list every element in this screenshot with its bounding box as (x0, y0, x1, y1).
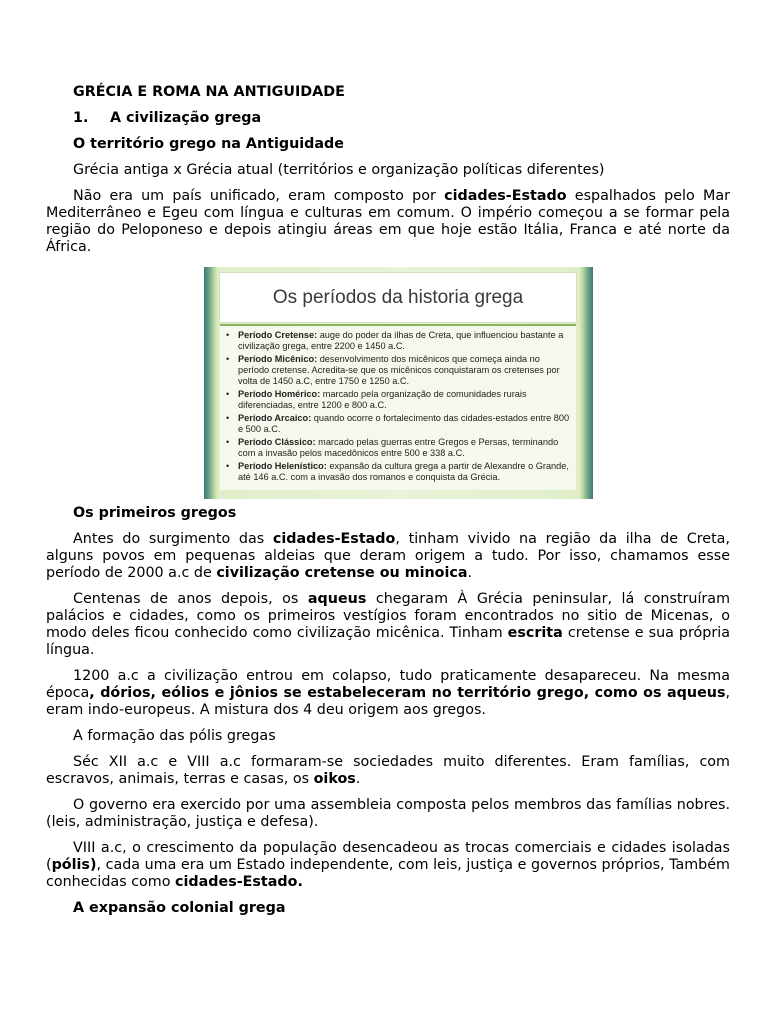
paragraph-centenas-anos (46, 591, 730, 659)
bold-run: cidades-Estado (272, 531, 396, 547)
period-label: Período Homérico: (238, 389, 321, 400)
text-run: cretense e sua própria língua. (46, 625, 730, 658)
period-text: quando ocorre o fortalecimento das cidades-estados entre 800 e 500 a.C. (238, 413, 570, 435)
period-text: auge do poder da ilhas de Creta, que influenciou bastante a civilização grega, entre 2200 e 1450 a.C. (238, 330, 564, 352)
period-item (238, 437, 570, 459)
section-number: 1. (73, 110, 89, 126)
subheading-primeiros-gregos: Os primeiros gregos (73, 505, 237, 521)
period-text: desenvolvimento dos micênicos que começa ainda no período cretense. Acredita-se que os micênicos conquistaram os cretenses por volta de 1450 a.C, entre 1750 e 1250 a.C. (238, 354, 560, 387)
bold-run: aqueus (307, 591, 367, 607)
period-item (238, 461, 570, 483)
infographic-title: Os períodos da historia grega (272, 286, 524, 308)
text-run: . (467, 565, 473, 581)
period-label: Período Cretense: (238, 330, 318, 340)
section-heading (46, 110, 730, 127)
period-label: Período Helenístico: (238, 461, 327, 472)
period-label: Período Arcaico: (238, 413, 312, 424)
subheading-territorio: O território grego na Antiguidade (73, 136, 344, 152)
text-run: 1200 a.c a civilização entrou em colapso, tudo praticamente desapareceu. Na mesma época (46, 668, 730, 701)
text-run: Antes do surgimento das (73, 531, 273, 547)
bold-run: escrita (507, 625, 563, 641)
section-title: A civilização grega (110, 110, 262, 126)
bold-run: cidades-Estado. (175, 874, 303, 890)
bold-run: cidades-Estado (444, 188, 567, 204)
paragraph-grecia-antiga: Grécia antiga x Grécia atual (territórios e organização políticas diferentes) (73, 162, 605, 178)
paragraph-viii-ac (46, 840, 730, 891)
infographic-title-box (220, 273, 576, 322)
text-run: espalhados pelo Mar Mediterrâneo e Egeu com língua e culturas em comum. O império começou a se formar pela região do Peloponeso e depois atingiu áreas em que hoje estão Itália, Franca e até norte da África. (46, 188, 730, 255)
paragraph-governo: O governo era exercido por uma assembleia composta pelos membros das famílias nobres. (leis, administração, justiça e defesa). (46, 797, 730, 830)
period-text: marcado pelas guerras entre Gregos e Persas, terminando com a invasão pelos macedônicos entre 500 e 338 a.C. (238, 437, 559, 459)
subheading-expansao: A expansão colonial grega (73, 900, 286, 916)
text-run: Séc XII a.c e VIII a.c formaram-se sociedades muito diferentes. Eram famílias, com escravos, animais, terras e casas, os (46, 754, 730, 787)
period-text: expansão da cultura grega a partir de Alexandre o Grande, até 146 a.C. com a invasão dos romanos e conquista da Grécia. (238, 461, 569, 483)
period-label: Período Micênico: (238, 354, 318, 364)
text-run: . (355, 771, 361, 787)
text-run: , tinham vivido na região da ilha de Creta, alguns povos em pequenas aldeias que deram origem a tudo. Por isso, chamamos esse período de 2000 a.c de (46, 531, 730, 581)
paragraph-nao-era-pais (46, 188, 730, 256)
periods-infographic (204, 267, 593, 499)
period-item (238, 330, 570, 352)
text-run: chegaram À Grécia peninsular, lá construíram palácios e cidades, como os primeiros vestígios foram encontrados no sitio de Micenas, o modo deles ficou conhecido como civilização micênica. Tinham (46, 591, 730, 641)
period-item (238, 389, 570, 411)
bold-run: civilização cretense ou minoica (216, 565, 468, 581)
paragraph-antes-surgimento (46, 531, 730, 582)
bold-run: oikos (313, 771, 356, 787)
document-body (46, 84, 730, 917)
bold-run: pólis) (51, 857, 97, 873)
text-run: VIII a.c, o crescimento da população desencadeou as trocas comerciais e cidades isoladas ( (46, 840, 730, 873)
paragraph-1200-ac (46, 668, 730, 719)
text-run: Centenas de anos depois, os (73, 591, 308, 607)
period-item (238, 413, 570, 435)
text-run: , cada uma era um Estado independente, com leis, justiça e governos próprios, Também conhecidas como (46, 857, 730, 890)
figure-container (46, 267, 730, 499)
text-run: Não era um país unificado, eram composto por (73, 188, 445, 204)
paragraph-sec-xii (46, 754, 730, 788)
text-run: , eram indo-europeus. A mistura dos 4 deu origem aos gregos. (46, 685, 730, 718)
paragraph-formacao-polis: A formação das pólis gregas (73, 728, 276, 744)
periods-list (220, 324, 576, 490)
period-item (238, 354, 570, 388)
bold-run: , dórios, eólios e jônios se estabeleceram no território grego, como os aqueus (89, 685, 726, 701)
period-text: marcado pela organização de comunidades rurais diferenciadas, entre 1200 e 800 a.C. (238, 389, 527, 411)
period-label: Período Clássico: (238, 437, 316, 448)
document-title: GRÉCIA E ROMA NA ANTIGUIDADE (73, 84, 345, 100)
